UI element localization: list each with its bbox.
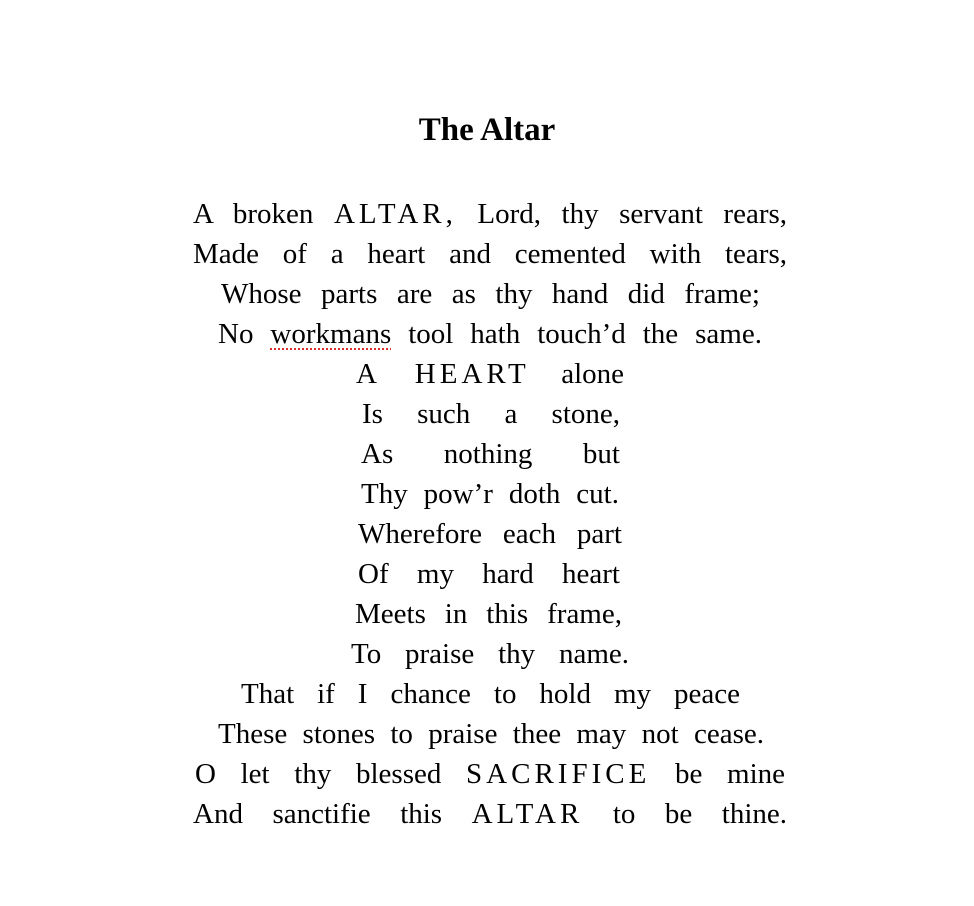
poem-line-14: These stones to praise thee may not cease. bbox=[218, 718, 764, 750]
poem-line-10: Of my hard heart bbox=[358, 558, 620, 590]
poem-text: O let thy blessed bbox=[195, 758, 442, 790]
poem-title: The Altar bbox=[418, 112, 556, 148]
poem-line-12: To praise thy name. bbox=[351, 638, 629, 670]
poem-line-5 bbox=[356, 354, 624, 394]
poem-caps-word: ALTAR bbox=[471, 798, 584, 830]
poem-line-6: Is such a stone, bbox=[362, 398, 620, 430]
poem-line-2: Made of a heart and cemented with tears, bbox=[193, 238, 787, 270]
poem-caps-word: ALTAR, bbox=[333, 198, 457, 230]
poem-text: alone bbox=[561, 358, 625, 390]
poem-line-4 bbox=[218, 314, 762, 354]
poem-text: tool hath touch’d the same. bbox=[408, 318, 762, 350]
poem-caps-word: A HEART bbox=[356, 358, 530, 390]
poem-line-11: Meets in this frame, bbox=[355, 598, 622, 630]
poem-caps-word: SACRIFICE bbox=[466, 758, 651, 790]
poem-line-13: That if I chance to hold my peace bbox=[241, 678, 740, 710]
poem-line-7: As nothing but bbox=[361, 438, 620, 470]
poem-text: Lord, thy servant rears, bbox=[477, 198, 788, 230]
poem-line-16 bbox=[193, 794, 787, 834]
poem-text: be mine bbox=[674, 758, 786, 790]
poem-text: No bbox=[218, 318, 254, 350]
poem-text: to be thine. bbox=[612, 798, 787, 830]
poem-line-8: Thy pow’r doth cut. bbox=[361, 478, 619, 510]
poem-line-9: Wherefore each part bbox=[358, 518, 622, 550]
poem-line-15 bbox=[195, 754, 785, 794]
spellcheck-flagged-word[interactable]: workmans bbox=[270, 318, 392, 350]
poem-line-1 bbox=[193, 194, 787, 234]
poem-line-3: Whose parts are as thy hand did frame; bbox=[221, 278, 760, 310]
poem-text: A broken bbox=[193, 198, 314, 230]
poem-text: And sanctifie this bbox=[193, 798, 443, 830]
